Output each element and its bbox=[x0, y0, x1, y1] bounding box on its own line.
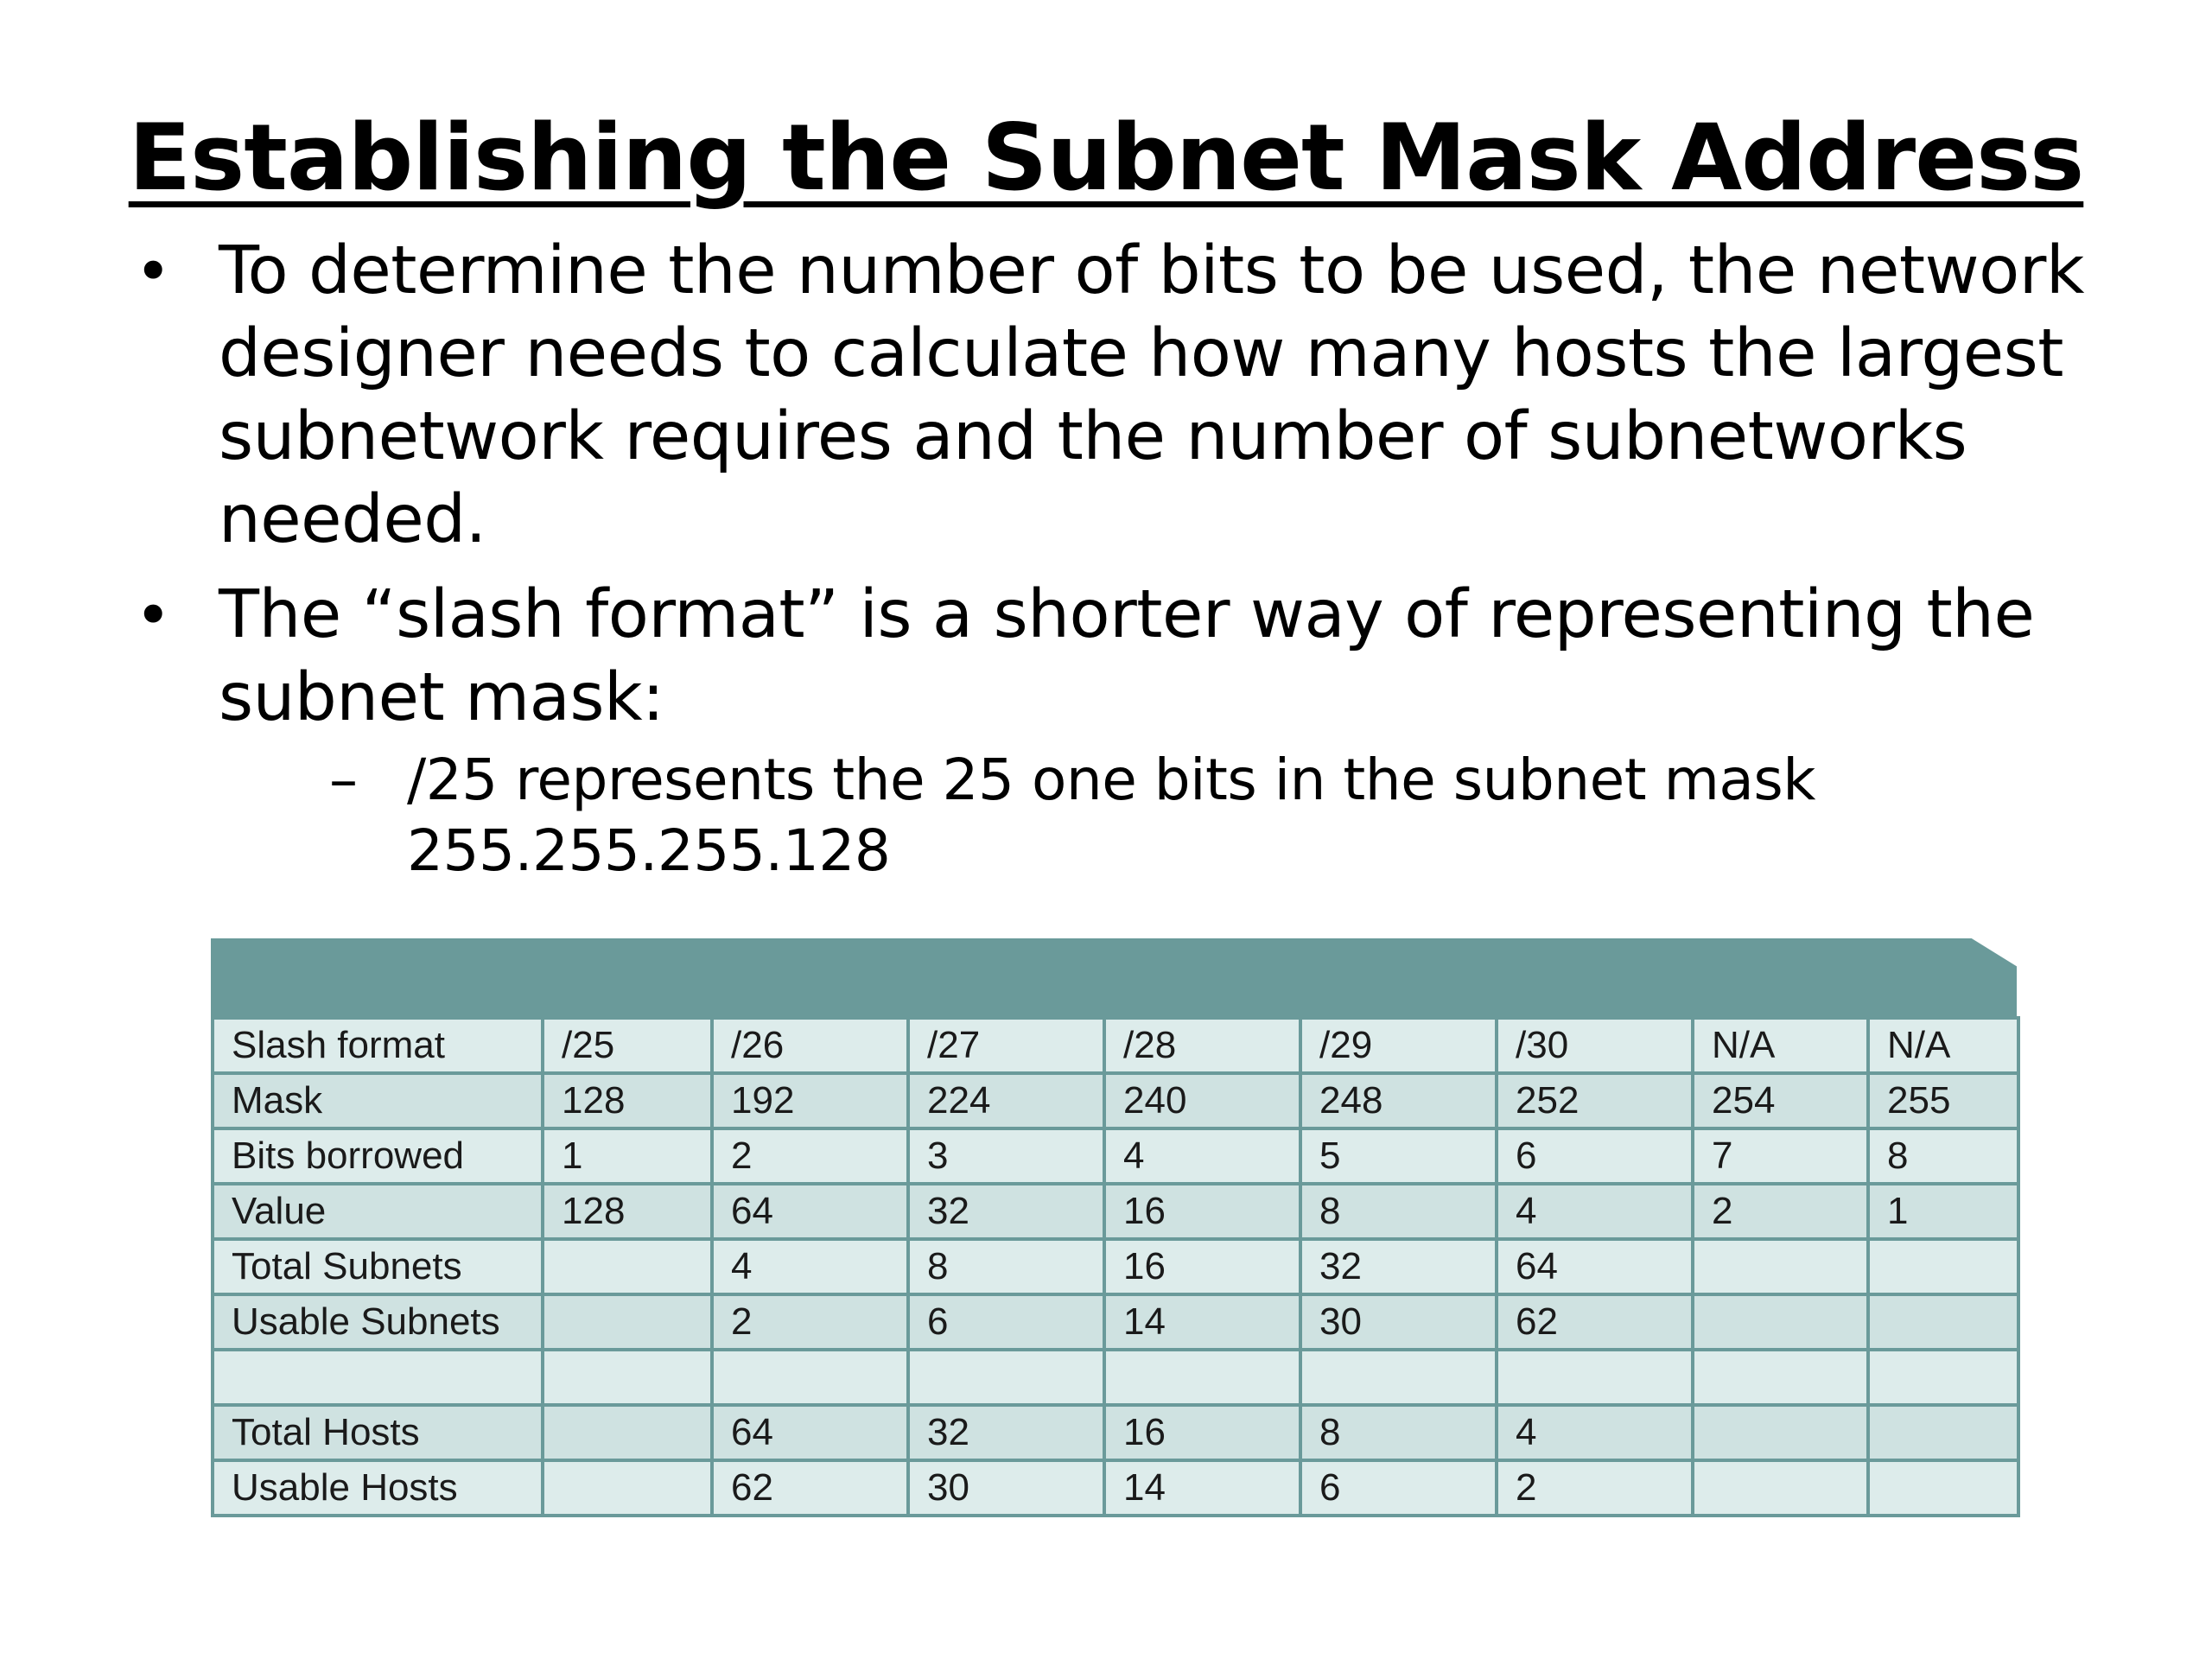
table-header-band bbox=[211, 938, 2017, 1016]
table-cell: 4 bbox=[1497, 1184, 1693, 1239]
table-cell: 14 bbox=[1104, 1460, 1300, 1516]
table-cell bbox=[1497, 1350, 1693, 1405]
bullet-item bbox=[130, 230, 2117, 562]
table-cell: 4 bbox=[712, 1239, 908, 1294]
row-header-cell: Usable Subnets bbox=[213, 1294, 543, 1350]
table-row bbox=[213, 1184, 2018, 1239]
table-cell: 8 bbox=[1868, 1128, 2018, 1184]
table-cell bbox=[908, 1350, 1104, 1405]
table-row bbox=[213, 1350, 2018, 1405]
table-body bbox=[213, 1018, 2018, 1516]
table-cell bbox=[543, 1350, 712, 1405]
table-cell bbox=[1693, 1460, 1868, 1516]
table-cell: /25 bbox=[543, 1018, 712, 1073]
table-cell: 64 bbox=[712, 1184, 908, 1239]
table-cell bbox=[1868, 1460, 2018, 1516]
table-cell: 32 bbox=[908, 1184, 1104, 1239]
bullet-list bbox=[130, 230, 2117, 899]
table-cell: 6 bbox=[1497, 1128, 1693, 1184]
table-cell: 8 bbox=[1300, 1405, 1497, 1460]
subnet-table bbox=[211, 1016, 2020, 1517]
table-cell: 1 bbox=[1868, 1184, 2018, 1239]
table-row bbox=[213, 1018, 2018, 1073]
bullet-icon: • bbox=[135, 579, 171, 652]
table-cell bbox=[1104, 1350, 1300, 1405]
table-cell: 2 bbox=[1497, 1460, 1693, 1516]
table-row bbox=[213, 1405, 2018, 1460]
table-cell: 14 bbox=[1104, 1294, 1300, 1350]
table-cell bbox=[1693, 1294, 1868, 1350]
table-cell: 254 bbox=[1693, 1073, 1868, 1128]
table-cell: 8 bbox=[1300, 1184, 1497, 1239]
table-cell: 6 bbox=[1300, 1460, 1497, 1516]
table-cell: 64 bbox=[712, 1405, 908, 1460]
table-cell: 7 bbox=[1693, 1128, 1868, 1184]
table-cell: 16 bbox=[1104, 1239, 1300, 1294]
table-cell: 252 bbox=[1497, 1073, 1693, 1128]
row-header-cell: Value bbox=[213, 1184, 543, 1239]
row-header-cell: Total Subnets bbox=[213, 1239, 543, 1294]
table-cell: 16 bbox=[1104, 1184, 1300, 1239]
table-cell: 128 bbox=[543, 1073, 712, 1128]
table-cell: 62 bbox=[712, 1460, 908, 1516]
table-cell: 2 bbox=[712, 1128, 908, 1184]
row-header-cell: Slash format bbox=[213, 1018, 543, 1073]
dash-icon: – bbox=[329, 747, 358, 813]
table-cell bbox=[543, 1405, 712, 1460]
table-cell: /30 bbox=[1497, 1018, 1693, 1073]
table-cell: 3 bbox=[908, 1128, 1104, 1184]
table-cell: 4 bbox=[1104, 1128, 1300, 1184]
table-cell: /26 bbox=[712, 1018, 908, 1073]
bullet-item bbox=[130, 574, 2117, 887]
table-cell bbox=[1868, 1405, 2018, 1460]
table-cell: 62 bbox=[1497, 1294, 1693, 1350]
table-cell: N/A bbox=[1868, 1018, 2018, 1073]
table-cell bbox=[543, 1294, 712, 1350]
table-row bbox=[213, 1239, 2018, 1294]
table-cell bbox=[1693, 1350, 1868, 1405]
table-row bbox=[213, 1073, 2018, 1128]
table-row bbox=[213, 1460, 2018, 1516]
row-header-cell bbox=[213, 1350, 543, 1405]
table-cell bbox=[1693, 1239, 1868, 1294]
table-cell: 6 bbox=[908, 1294, 1104, 1350]
table-cell bbox=[1868, 1350, 2018, 1405]
bullet-text: To determine the number of bits to be used, the network designer needs to calculate how many hosts the largest subnetwork requires and the number of subnetworks needed. bbox=[219, 232, 2084, 558]
row-header-cell: Bits borrowed bbox=[213, 1128, 543, 1184]
table-cell: 1 bbox=[543, 1128, 712, 1184]
table-cell: /28 bbox=[1104, 1018, 1300, 1073]
table-cell bbox=[712, 1350, 908, 1405]
row-header-cell: Total Hosts bbox=[213, 1405, 543, 1460]
table-cell: 2 bbox=[1693, 1184, 1868, 1239]
table-cell: 64 bbox=[1497, 1239, 1693, 1294]
table-cell: 16 bbox=[1104, 1405, 1300, 1460]
table-cell: 4 bbox=[1497, 1405, 1693, 1460]
table-cell: 32 bbox=[1300, 1239, 1497, 1294]
table-cell bbox=[543, 1239, 712, 1294]
table-cell bbox=[543, 1460, 712, 1516]
bullet-icon: • bbox=[135, 235, 171, 308]
table-cell bbox=[1868, 1294, 2018, 1350]
sub-bullet-text: /25 represents the 25 one bits in the subnet mask 255.255.255.128 bbox=[407, 747, 1815, 884]
table-row bbox=[213, 1294, 2018, 1350]
table-cell: 224 bbox=[908, 1073, 1104, 1128]
table-cell bbox=[1300, 1350, 1497, 1405]
subnet-table-figure bbox=[211, 938, 2017, 1517]
table-cell: 30 bbox=[908, 1460, 1104, 1516]
table-cell bbox=[1868, 1239, 2018, 1294]
table-cell: 255 bbox=[1868, 1073, 2018, 1128]
table-cell: 30 bbox=[1300, 1294, 1497, 1350]
table-cell: N/A bbox=[1693, 1018, 1868, 1073]
table-cell: 32 bbox=[908, 1405, 1104, 1460]
table-cell: 8 bbox=[908, 1239, 1104, 1294]
table-cell: /27 bbox=[908, 1018, 1104, 1073]
table-cell: 240 bbox=[1104, 1073, 1300, 1128]
table-row bbox=[213, 1128, 2018, 1184]
table-cell bbox=[1693, 1405, 1868, 1460]
sub-bullet-item bbox=[219, 745, 2117, 887]
table-cell: 192 bbox=[712, 1073, 908, 1128]
table-cell: 248 bbox=[1300, 1073, 1497, 1128]
row-header-cell: Mask bbox=[213, 1073, 543, 1128]
slide-title: Establishing the Subnet Mask Address bbox=[128, 105, 2084, 211]
table-cell: 128 bbox=[543, 1184, 712, 1239]
table-cell: 5 bbox=[1300, 1128, 1497, 1184]
table-cell: /29 bbox=[1300, 1018, 1497, 1073]
table-cell: 2 bbox=[712, 1294, 908, 1350]
bullet-text: The “slash format” is a shorter way of representing the subnet mask: bbox=[219, 576, 2035, 736]
row-header-cell: Usable Hosts bbox=[213, 1460, 543, 1516]
